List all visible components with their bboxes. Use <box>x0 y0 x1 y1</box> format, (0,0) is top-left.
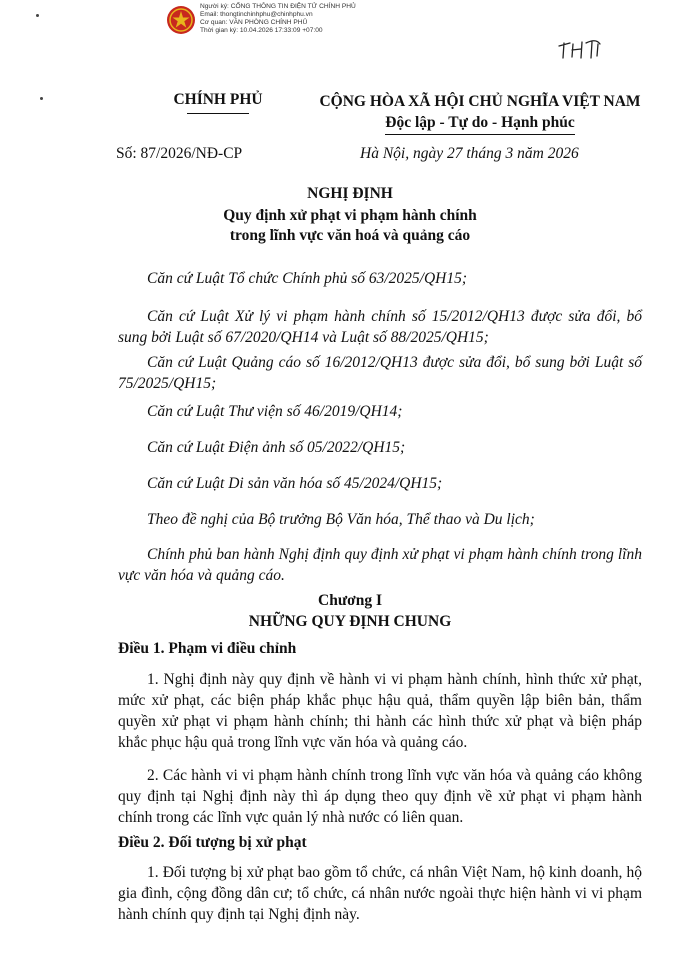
nation-name: CỘNG HÒA XÃ HỘI CHỦ NGHĨA VIỆT NAM <box>319 93 641 110</box>
digital-signature-stamp <box>166 3 356 35</box>
issuer-block <box>148 91 288 114</box>
legal-basis: Căn cứ Luật Điện ảnh số 05/2022/QH15; <box>147 439 406 456</box>
article-1-clause-1: 1. Nghị định này quy định về hành vi vi phạm hành chính, hình thức xử phạt, mức xử phạt, các biện pháp khắc phục hậu quả, thẩm quyền lập biên bản, thẩm quyền xử phạt vi phạm hành chính; thi hành các hình thức xử phạt và biện pháp khắc phục hậu quả trong lĩnh vực văn hóa và quảng cáo. <box>118 671 642 751</box>
legal-basis: Căn cứ Luật Thư viện số 46/2019/QH14; <box>147 403 403 420</box>
national-emblem-icon <box>166 5 196 35</box>
handwritten-initials <box>556 36 610 62</box>
promulgation-statement: Chính phủ ban hành Nghị định quy định xử phạt vi phạm hành chính trong lĩnh vực văn hóa và quảng cáo. <box>118 546 642 584</box>
place-and-date: Hà Nội, ngày 27 tháng 3 năm 2026 <box>360 145 579 162</box>
document-number: Số: 87/2026/NĐ-CP <box>116 145 243 162</box>
proposal-statement: Theo đề nghị của Bộ trưởng Bộ Văn hóa, Thể thao và Du lịch; <box>147 511 535 528</box>
article-1-clause-2: 2. Các hành vi vi phạm hành chính trong lĩnh vực văn hóa và quảng cáo không quy định tại Nghị định này thì áp dụng theo quy định về xử phạt vi phạm hành chính trong các lĩnh vực quản lý nhà nước có liên quan. <box>118 767 642 826</box>
chapter-title: NHỮNG QUY ĐỊNH CHUNG <box>248 613 452 630</box>
article-2-heading: Điều 2. Đối tượng bị xử phạt <box>118 834 307 851</box>
subject-line-2: trong lĩnh vực văn hoá và quảng cáo <box>229 227 471 244</box>
national-motto: Độc lập - Tự do - Hạnh phúc <box>385 112 574 135</box>
issuer-underline <box>187 113 249 114</box>
article-2-clause-1: 1. Đối tượng bị xử phạt bao gồm tổ chức, cá nhân Việt Nam, hộ kinh doanh, hộ gia đình, cộng đồng dân cư; tổ chức, cá nhân nước ngoài thực hiện hành vi vi phạm hành chính quy định tại Nghị định này. <box>118 864 642 923</box>
signature-email: Email: thongtinchinhphu@chinhphu.vn <box>200 11 313 18</box>
issuer-name: CHÍNH PHỦ <box>173 91 263 108</box>
national-header <box>300 91 660 135</box>
scan-speck <box>40 97 43 100</box>
legal-basis: Căn cứ Luật Xử lý vi phạm hành chính số 15/2012/QH13 được sửa đổi, bổ sung bởi Luật số 67/2020/QH14 và Luật số 88/2025/QH15; <box>118 308 642 346</box>
subject-line-1: Quy định xử phạt vi phạm hành chính <box>223 207 477 224</box>
legal-basis: Căn cứ Luật Quảng cáo số 16/2012/QH13 được sửa đổi, bổ sung bởi Luật số 75/2025/QH15; <box>118 354 642 392</box>
signature-agency: Cơ quan: VĂN PHÒNG CHÍNH PHỦ <box>200 19 308 26</box>
legal-basis: Căn cứ Luật Di sản văn hóa số 45/2024/QH15; <box>147 475 443 492</box>
document-subject <box>60 206 640 246</box>
signature-time: Thời gian ký: 10.04.2026 17:33:09 +07:00 <box>200 27 323 34</box>
document-type: NGHỊ ĐỊNH <box>307 185 393 202</box>
chapter-label: Chương I <box>318 592 382 609</box>
article-1-heading: Điều 1. Phạm vi điều chỉnh <box>118 640 297 657</box>
signature-signer: Người ký: CỔNG THÔNG TIN ĐIỆN TỬ CHÍNH PHỦ <box>200 3 356 10</box>
scan-speck <box>36 14 39 17</box>
legal-basis: Căn cứ Luật Tổ chức Chính phủ số 63/2025/QH15; <box>147 270 468 287</box>
